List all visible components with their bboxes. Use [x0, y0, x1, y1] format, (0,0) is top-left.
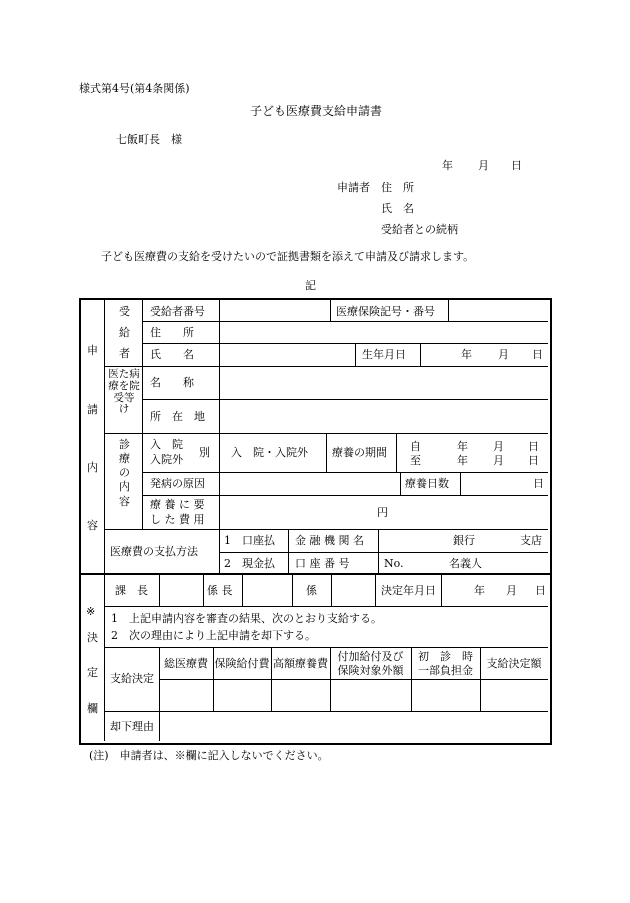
col-total-medical: 総医療費	[164, 657, 208, 670]
from-year: 年	[457, 440, 468, 453]
period-label: 療養の期間	[332, 446, 387, 459]
treatment-char: 療	[119, 452, 130, 465]
date-day: 日	[511, 159, 522, 172]
decision-line-1: 1 上記申請内容を審査の結果、次のとおり支給する。	[111, 612, 382, 625]
line	[355, 343, 356, 366]
line	[219, 300, 220, 573]
birth-day: 日	[532, 348, 543, 361]
section-char: 容	[87, 519, 98, 532]
branch-unit: 支店	[520, 534, 542, 547]
form-number: 様式第4号(第4条関係)	[79, 82, 190, 95]
recipient-char: 者	[119, 347, 130, 360]
line	[396, 433, 397, 472]
col-decision-amount: 支給決定額	[486, 657, 542, 670]
recipient-number-label: 受給者番号	[150, 305, 205, 318]
col-additional: 付加給付及び 保険対象外額	[337, 650, 404, 677]
line	[104, 647, 548, 648]
pay-option-transfer: 1 口座払	[224, 534, 275, 547]
line	[292, 575, 293, 606]
rejection-reason-label: 却下理由	[110, 720, 154, 733]
inout-value: 入 院・入院外	[231, 446, 308, 459]
insurance-number-label: 医療保険記号・番号	[336, 305, 435, 318]
recipient-name-label: 氏 名	[150, 348, 194, 361]
staff-label: 係	[306, 584, 317, 597]
decision-day: 日	[535, 584, 546, 597]
recipient-char: 給	[119, 326, 130, 339]
decision-year: 年	[474, 584, 485, 597]
decision-line-2: 2 次の理由により上記申請を却下する。	[111, 629, 316, 642]
line	[159, 575, 160, 606]
period-from: 自	[410, 440, 421, 453]
decision-month: 月	[506, 584, 517, 597]
institution-location-label: 所 在 地	[150, 410, 205, 423]
holder-label: 名義人	[449, 557, 482, 570]
days-label: 療養日数	[405, 477, 449, 490]
cost-label-2: し た 費 用	[150, 513, 205, 526]
recipient-address-label: 住 所	[150, 326, 194, 339]
date-month: 月	[478, 159, 489, 172]
line	[378, 529, 379, 573]
col-first-visit: 初 診 時 一部負担金	[418, 650, 473, 677]
section-char: 請	[87, 403, 98, 416]
cost-label-1: 療 養 に 要	[150, 498, 205, 511]
section-char: 内	[87, 461, 98, 474]
line	[400, 472, 401, 495]
treatment-char: 診	[119, 438, 130, 451]
line	[331, 575, 332, 606]
line	[441, 575, 442, 606]
treatment-char: 内	[119, 480, 130, 493]
line	[142, 343, 548, 344]
section-divider	[79, 573, 550, 575]
line	[104, 606, 548, 607]
bank-label: 金 融 機 関 名	[295, 534, 364, 547]
section-char: 申	[87, 344, 98, 357]
line	[219, 552, 548, 553]
treatment-char: の	[119, 466, 130, 479]
institution-label: 医た病 療を院 受等 け	[108, 368, 140, 416]
name-label: 氏 名	[381, 202, 414, 215]
birth-month: 月	[498, 348, 509, 361]
account-no-label: No.	[384, 557, 404, 570]
applicant-label: 申請者	[337, 181, 370, 194]
to-year: 年	[457, 454, 468, 467]
line	[159, 679, 548, 680]
decision-char: ※	[86, 605, 96, 618]
line	[142, 472, 548, 473]
decision-char: 定	[87, 666, 98, 679]
date-year: 年	[442, 159, 453, 172]
statement: 子ども医療費の支給を受けたいので証拠書類を添えて申請及び請求します。	[101, 250, 475, 263]
subchief-label: 係 長	[207, 584, 233, 597]
line	[420, 343, 421, 366]
line	[104, 366, 548, 367]
from-month: 月	[493, 440, 504, 453]
line	[330, 300, 331, 321]
yen-unit: 円	[377, 506, 388, 519]
line	[448, 300, 449, 321]
inout-label-1: 入 院	[150, 438, 183, 451]
payment-label: 医療費の支払方法	[110, 545, 198, 558]
decision-char: 決	[87, 631, 98, 644]
col-insurance-benefit: 保険給付費	[214, 657, 270, 670]
period-to: 至	[410, 454, 421, 467]
cause-label: 発病の原因	[150, 477, 205, 490]
addressee: 七飯町長 様	[116, 133, 182, 146]
payment-decision-label: 支給決定	[110, 672, 154, 685]
decision-date-label: 決定年月日	[381, 584, 436, 597]
line	[142, 399, 548, 400]
inout-label-2: 入院外	[150, 453, 183, 466]
col-high-cost: 高額療養費	[273, 657, 328, 670]
line	[203, 575, 204, 606]
address-label: 住 所	[381, 181, 414, 194]
account-label: 口 座 番 号	[295, 557, 350, 570]
to-day: 日	[528, 454, 539, 467]
from-day: 日	[528, 440, 539, 453]
pay-option-cash: 2 現金払	[224, 557, 275, 570]
bank-unit: 銀行	[453, 534, 475, 547]
birthdate-label: 生年月日	[362, 348, 406, 361]
relation-label: 受給者との続柄	[381, 223, 458, 236]
line	[326, 433, 327, 472]
ki-mark: 記	[305, 279, 316, 292]
to-month: 月	[493, 454, 504, 467]
line	[104, 529, 548, 530]
chief-label: 課 長	[115, 584, 148, 597]
line	[142, 495, 548, 496]
line	[288, 529, 289, 573]
decision-char: 欄	[87, 702, 98, 715]
line	[142, 321, 548, 322]
recipient-char: 受	[119, 305, 130, 318]
days-unit: 日	[533, 477, 544, 490]
document-title: 子ども医療費支給申請書	[250, 104, 383, 118]
birth-year: 年	[461, 348, 472, 361]
line	[375, 575, 376, 606]
line	[242, 575, 243, 606]
footer-note: (注) 申請者は、※欄に記入しないでください。	[89, 749, 329, 762]
treatment-char: 容	[119, 495, 130, 508]
line	[104, 711, 548, 712]
inout-betsu: 別	[199, 446, 210, 459]
line	[460, 472, 461, 495]
institution-name-label: 名 称	[150, 376, 194, 389]
